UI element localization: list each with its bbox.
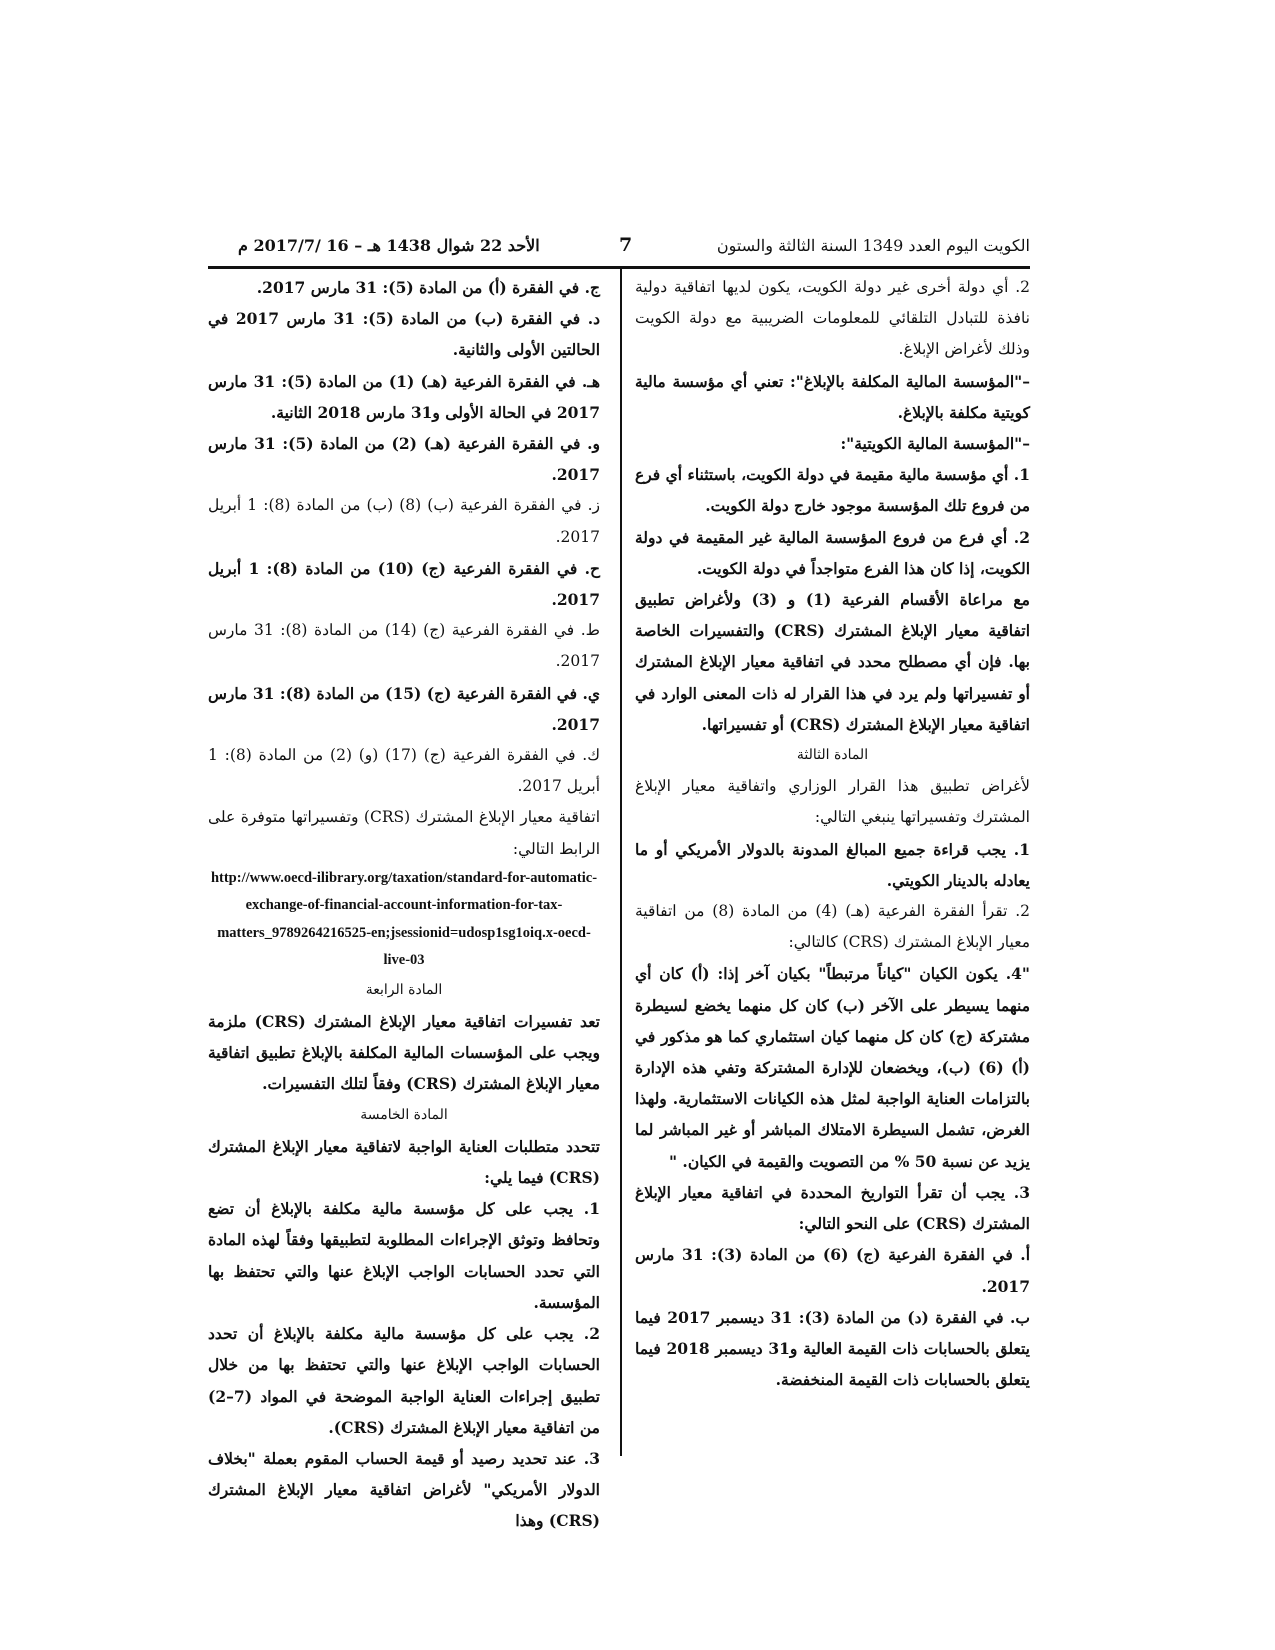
paragraph: اتفاقية معيار الإبلاغ المشترك (CRS) وتفسيراتها متوفرة على الرابط التالي:: [208, 808, 601, 858]
paragraph: 3. يجب أن تقرأ التواريخ المحددة في اتفاقية معيار الإبلاغ المشترك (CRS) على النحو التالي:: [635, 1182, 1030, 1234]
page-header: [208, 236, 1030, 260]
paragraph: 1. يجب قراءة جميع المبالغ المدونة بالدولار الأمريكي أو ما يعادله بالدينار الكويتي.: [635, 839, 1030, 890]
paragraph: –"المؤسسة المالية الكويتية":: [840, 434, 1030, 454]
paragraph: مع مراعاة الأقسام الفرعية (1) و (3) ولأغراض تطبيق اتفاقية معيار الإبلاغ المشترك (CRS) والتفسيرات الخاصة بها. فإن أي مصطلح محدد في اتفاقية معيار الإبلاغ المشترك أو تفسيراتها ولم يرد في هذا القرار له ذات المعنى الوارد في اتفاقية معيار الإبلاغ المشترك (CRS) أو تفسيراتها.: [635, 590, 1030, 734]
paragraph: ج. في الفقرة (أ) من المادة (5): 31 مارس 2017.: [256, 278, 600, 297]
paragraph: تعد تفسيرات اتفاقية معيار الإبلاغ المشترك (CRS) ملزمة ويجب على المؤسسات المالية المكلفة بالإبلاغ تطبيق اتفاقية معيار الإبلاغ المشترك (CRS) وفقاً لتلك التفسيرات.: [208, 1012, 600, 1094]
paragraph: 3. عند تحديد رصيد أو قيمة الحساب المقوم بعملة "بخلاف الدولار الأمريكي" لأغراض اتفاقية معيار الإبلاغ المشترك (CRS) وهذا: [208, 1448, 600, 1531]
paragraph: ط. في الفقرة الفرعية (ج) (14) من المادة (8): 31 مارس 2017.: [208, 621, 600, 671]
paragraph: و. في الفقرة الفرعية (هـ) (2) من المادة (5): 31 مارس 2017.: [208, 434, 601, 485]
column-divider: [620, 268, 622, 1456]
issue-date: الأحد 22 شوال 1438 هـ – 16 /2017/7 م: [238, 236, 540, 255]
paragraph: ب. في الفقرة (د) من المادة (3): 31 ديسمبر 2017 فيما يتعلق بالحسابات ذات القيمة العالية و31 ديسمبر 2018 فيما يتعلق بالحسابات ذات القيمة المنخفضة.: [635, 1307, 1031, 1390]
paragraph: لأغراض تطبيق هذا القرار الوزاري واتفاقية معيار الإبلاغ المشترك وتفسيراتها ينبغي التالي:: [635, 777, 1030, 827]
left-column: [208, 272, 600, 1537]
header-rule: [208, 266, 1030, 269]
paragraph: 2. يجب على كل مؤسسة مالية مكلفة بالإبلاغ أن تحدد الحسابات الواجب الإبلاغ عنها والتي تحتفظ بها من خلال تطبيق إجراءات العناية الواجبة الموضحة في المواد (7–2) من اتفاقية معيار الإبلاغ المشترك (CRS).: [208, 1324, 600, 1437]
right-column: [635, 272, 1030, 1395]
paragraph: ك. في الفقرة الفرعية (ج) (17) (و) (2) من المادة (8): 1 أبريل 2017.: [208, 746, 601, 796]
section-heading: المادة الرابعة: [365, 981, 443, 998]
paragraph: "4. يكون الكيان "كياناً مرتبطاً" بكيان آخر إذا: (أ) كان أي منهما يسيطر على الآخر (ب) كان كل منهما يخضع لسيطرة مشتركة (ج) كان كل منهما كيان استثماري كما هو مذكور في (أ) (6) (ب)، ويخضعان للإدارة المشتركة وتفي هذه الإدارة بالتزامات العناية الواجبة لمثل هذه الكيانات الاستثمارية. ولهذا الغرض، تشمل السيطرة الامتلاك المباشر أو غير المباشر لما يزيد عن نسبة 50 % من التصويت والقيمة في الكيان. ": [635, 964, 1030, 1171]
paragraph: 2. أي دولة أخرى غير دولة الكويت، يكون لديها اتفاقية دولية نافذة للتبادل التلقائي للمعلومات الضريبية مع دولة الكويت وذلك لأغراض الإبلاغ.: [635, 278, 1030, 359]
paragraph: –"المؤسسة المالية المكلفة بالإبلاغ": تعني أي مؤسسة مالية كويتية مكلفة بالإبلاغ.: [635, 371, 1030, 422]
paragraph: د. في الفقرة (ب) من المادة (5): 31 مارس 2017 في الحالتين الأولى والثانية.: [208, 309, 600, 360]
paragraph: 1. أي مؤسسة مالية مقيمة في دولة الكويت، باستثناء أي فرع من فروع تلك المؤسسة موجود خارج دولة الكويت.: [635, 465, 1030, 516]
page-number: 7: [619, 234, 633, 256]
reference-link[interactable]: http://www.oecd-ilibrary.org/taxation/standard-for-automatic-exchange-of-financial-account-information-for-tax-matters_9789264216525-en;jsessionid=udosp1sg1oiq.x-oecd-live-03: [210, 869, 598, 969]
paragraph: هـ. في الفقرة الفرعية (هـ) (1) من المادة (5): 31 مارس 2017 في الحالة الأولى و31 مارس 2018 الثانية.: [208, 371, 600, 422]
paragraph: ح. في الفقرة الفرعية (ج) (10) من المادة (8): 1 أبريل 2017.: [208, 558, 601, 610]
paragraph: 2. أي فرع من فروع المؤسسة المالية غير المقيمة في دولة الكويت، إذا كان هذا الفرع متواجداً في دولة الكويت.: [635, 527, 1030, 578]
paragraph: تتحدد متطلبات العناية الواجبة لاتفاقية معيار الإبلاغ المشترك (CRS) فيما يلي:: [208, 1136, 600, 1188]
paragraph: أ. في الفقرة الفرعية (ج) (6) من المادة (3): 31 مارس 2017.: [635, 1245, 1031, 1296]
paragraph: ز. في الفقرة الفرعية (ب) (8) (ب) من المادة (8): 1 أبريل 2017.: [208, 496, 601, 546]
newspaper-issue-info: الكويت اليوم العدد 1349 السنة الثالثة والستون: [716, 236, 1030, 255]
paragraph: 2. تقرأ الفقرة الفرعية (هـ) (4) من المادة (8) من اتفاقية معيار الإبلاغ المشترك (CRS) كالتالي:: [635, 902, 1030, 952]
section-heading: المادة الثالثة: [796, 747, 869, 764]
paragraph: ي. في الفقرة الفرعية (ج) (15) من المادة (8): 31 مارس 2017.: [208, 683, 601, 734]
paragraph: 1. يجب على كل مؤسسة مالية مكلفة بالإبلاغ أن تضع وتحافظ وتوثق الإجراءات المطلوبة لتطبيقها وفقاً لهذه المادة التي تحدد الحسابات الواجب الإبلاغ عنها والتي تحتفظ بها المؤسسة.: [208, 1199, 600, 1312]
section-heading: المادة الخامسة: [360, 1106, 448, 1123]
